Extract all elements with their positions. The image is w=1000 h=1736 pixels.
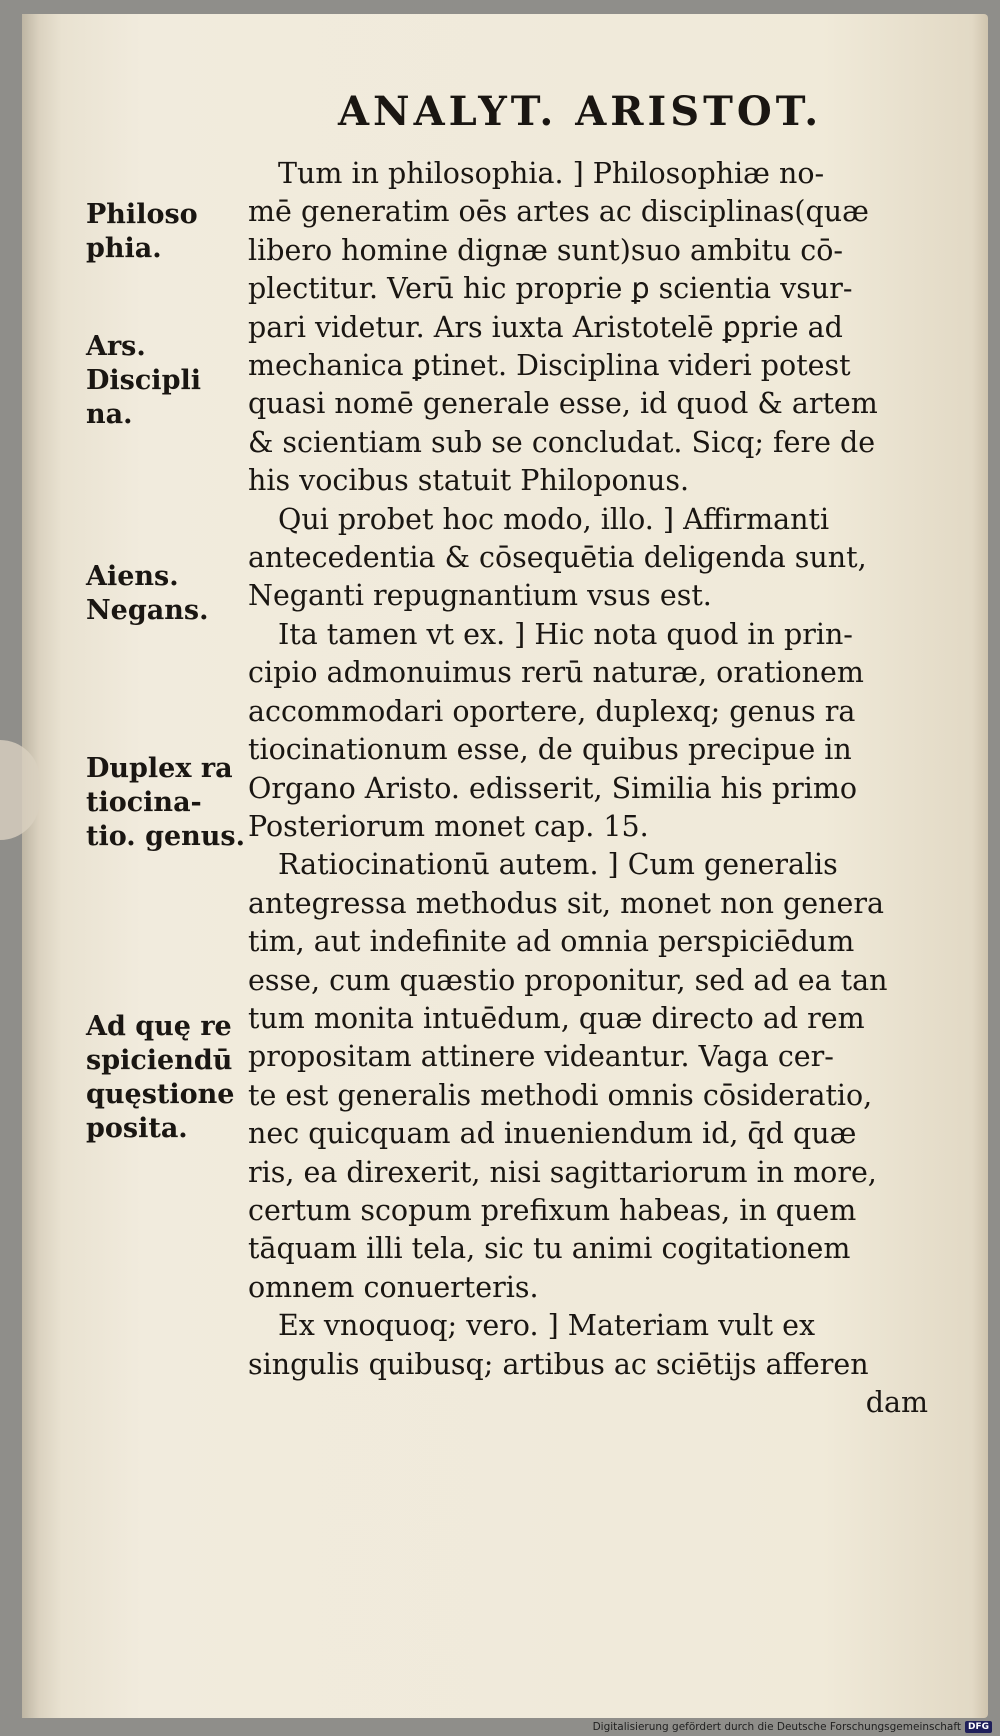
text-line: tiocinationum esse, de quibus precipue in bbox=[248, 733, 852, 767]
margin-note-philosophia bbox=[86, 198, 246, 266]
running-head: ANALYT. ARISTOT. bbox=[338, 88, 823, 135]
margin-note-line: Philoso bbox=[86, 199, 198, 230]
margin-note-line: Ars. bbox=[86, 331, 146, 362]
text-line: propositam attinere videantur. Vaga cer- bbox=[248, 1040, 834, 1074]
body-text bbox=[248, 155, 928, 1422]
text-line: antecedentia & cōsequētia deligenda sunt, bbox=[248, 541, 867, 575]
text-line: his vocibus statuit Philoponus. bbox=[248, 464, 689, 498]
text-line: Ratiocinationū autem. ] Cum generalis bbox=[278, 848, 838, 882]
margin-note-line: Ad quę re bbox=[86, 1011, 232, 1042]
margin-note-line: phia. bbox=[86, 233, 162, 264]
margin-note-line: Negans. bbox=[86, 595, 209, 626]
text-line: Neganti repugnantium vsus est. bbox=[248, 579, 712, 613]
margin-note-line: Aiens. bbox=[86, 561, 179, 592]
text-line: cipio admonuimus rerū naturæ, orationem bbox=[248, 656, 864, 690]
dfg-logo-icon: DFG bbox=[965, 1721, 992, 1733]
text-line: & scientiam sub se concludat. Sicq; fere de bbox=[248, 425, 876, 459]
margin-note-line: Duplex ra bbox=[86, 753, 233, 784]
margin-note-line: quęstione bbox=[86, 1079, 235, 1110]
margin-note-line: spiciendū bbox=[86, 1045, 233, 1076]
text-line: libero homine dignæ sunt)suo ambitu cō- bbox=[248, 233, 844, 267]
text-line: omnem conuerteris. bbox=[248, 1270, 539, 1304]
text-line: pari videtur. Ars iuxta Aristotelē ꝑprie ad bbox=[248, 310, 843, 344]
footer-text: Digitalisierung gefördert durch die Deutsche Forschungsgemeinschaft bbox=[592, 1720, 961, 1733]
text-line: Ex vnoquoq; vero. ] Materiam vult ex bbox=[278, 1309, 816, 1343]
text-line: Posteriorum monet cap. 15. bbox=[248, 809, 649, 843]
digitization-footer bbox=[560, 1717, 1000, 1736]
text-line: Tum in philosophia. ] Philosophiæ no- bbox=[278, 157, 825, 190]
text-line: mē generatim oēs artes ac disciplinas(quæ bbox=[248, 195, 869, 229]
text-line: nec quicquam ad inueniendum id, q̄d quæ bbox=[248, 1117, 857, 1151]
text-line: Organo Aristo. edisserit, Similia his primo bbox=[248, 771, 858, 805]
margin-note-duplex bbox=[86, 752, 246, 854]
margin-note-line: posita. bbox=[86, 1113, 188, 1144]
text-line: ris, ea direxerit, nisi sagittariorum in more, bbox=[248, 1155, 877, 1189]
margin-note-line: na. bbox=[86, 399, 133, 430]
text-line: Ita tamen vt ex. ] Hic nota quod in prin- bbox=[278, 617, 853, 651]
text-line: tim, aut indefinite ad omnia perspiciēdum bbox=[248, 925, 855, 959]
margin-note-ars bbox=[86, 330, 246, 432]
text-line: esse, cum quæstio proponitur, sed ad ea tan bbox=[248, 963, 888, 997]
text-line: tum monita intuēdum, quæ directo ad rem bbox=[248, 1001, 865, 1035]
text-line: plectitur. Verū hic proprie ꝑ scientia vsur- bbox=[248, 272, 853, 306]
catchword: dam bbox=[865, 1386, 928, 1419]
text-line: singulis quibusq; artibus ac sciētijs afferen bbox=[248, 1347, 869, 1381]
text-line: mechanica ꝑtinet. Disciplina videri potest bbox=[248, 349, 851, 383]
margin-note-ad-quae bbox=[86, 1010, 246, 1146]
text-line: certum scopum prefixum habeas, in quem bbox=[248, 1193, 857, 1227]
text-line: te est generalis methodi omnis cōsideratio, bbox=[248, 1078, 873, 1112]
margin-note-line: Discipli bbox=[86, 365, 201, 396]
margin-note-aiens bbox=[86, 560, 246, 628]
margin-note-line: tio. genus. bbox=[86, 821, 245, 852]
text-line: Qui probet hoc modo, illo. ] Affirmanti bbox=[278, 502, 830, 536]
text-line: quasi nomē generale esse, id quod & artem bbox=[248, 387, 878, 421]
text-line: tāquam illi tela, sic tu animi cogitationem bbox=[248, 1232, 851, 1266]
page-edge bbox=[22, 14, 40, 1718]
text-line: accommodari oportere, duplexq; genus ra bbox=[248, 694, 856, 728]
margin-note-line: tiocina- bbox=[86, 787, 202, 818]
text-line: antegressa methodus sit, monet non genera bbox=[248, 886, 884, 920]
